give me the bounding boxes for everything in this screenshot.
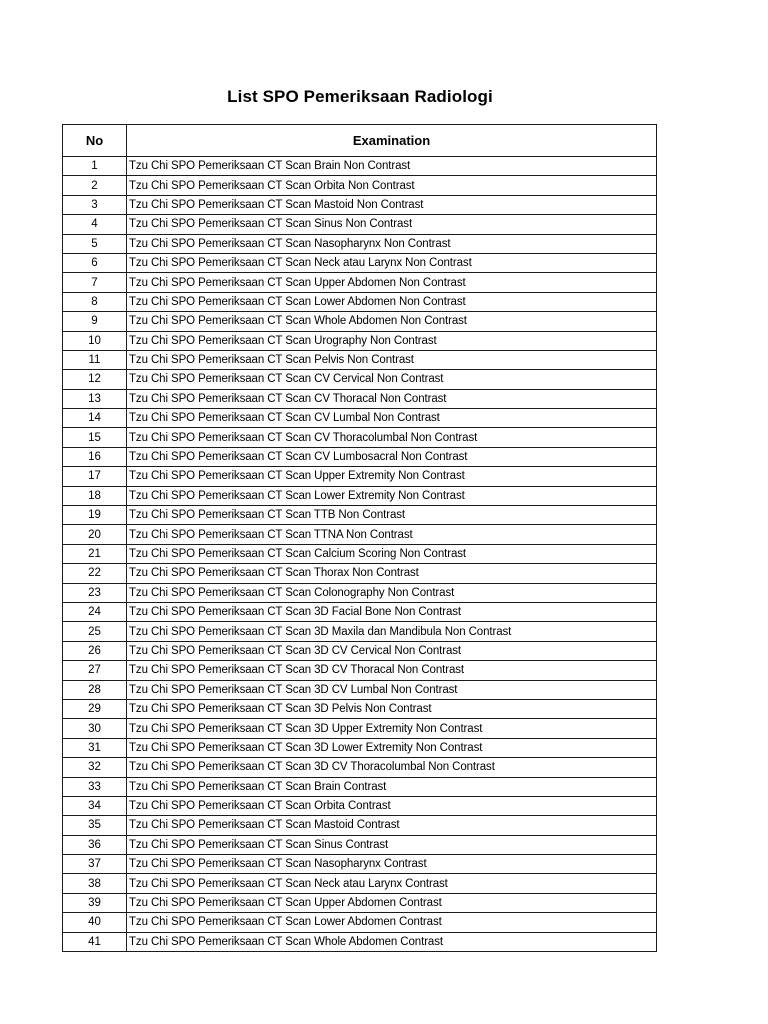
- row-number: 22: [63, 564, 127, 583]
- row-number: 41: [63, 932, 127, 951]
- row-number: 15: [63, 428, 127, 447]
- examination-name: Tzu Chi SPO Pemeriksaan CT Scan Upper Extremity Non Contrast: [127, 467, 657, 486]
- row-number: 1: [63, 157, 127, 176]
- table-row: [63, 680, 657, 699]
- table-row: [63, 253, 657, 272]
- table-row: [63, 331, 657, 350]
- examination-name: Tzu Chi SPO Pemeriksaan CT Scan Neck atau Larynx Non Contrast: [127, 253, 657, 272]
- row-number: 36: [63, 835, 127, 854]
- table-row: [63, 602, 657, 621]
- table-row: [63, 195, 657, 214]
- row-number: 14: [63, 409, 127, 428]
- examination-name: Tzu Chi SPO Pemeriksaan CT Scan TTB Non Contrast: [127, 506, 657, 525]
- column-header-examination: Examination: [127, 125, 657, 157]
- table-row: [63, 215, 657, 234]
- row-number: 32: [63, 758, 127, 777]
- table-header: [63, 125, 657, 157]
- table-row: [63, 350, 657, 369]
- table-row: [63, 564, 657, 583]
- examination-name: Tzu Chi SPO Pemeriksaan CT Scan Whole Abdomen Non Contrast: [127, 312, 657, 331]
- table-row: [63, 641, 657, 660]
- row-number: 16: [63, 447, 127, 466]
- row-number: 23: [63, 583, 127, 602]
- row-number: 28: [63, 680, 127, 699]
- examination-name: Tzu Chi SPO Pemeriksaan CT Scan TTNA Non Contrast: [127, 525, 657, 544]
- examination-name: Tzu Chi SPO Pemeriksaan CT Scan 3D Pelvis Non Contrast: [127, 699, 657, 718]
- examination-name: Tzu Chi SPO Pemeriksaan CT Scan Nasopharynx Non Contrast: [127, 234, 657, 253]
- table-row: [63, 273, 657, 292]
- table-row: [63, 719, 657, 738]
- table-row: [63, 932, 657, 951]
- table-row: [63, 544, 657, 563]
- row-number: 20: [63, 525, 127, 544]
- examination-name: Tzu Chi SPO Pemeriksaan CT Scan Sinus Non Contrast: [127, 215, 657, 234]
- table-row: [63, 699, 657, 718]
- examination-table: [62, 124, 657, 952]
- examination-name: Tzu Chi SPO Pemeriksaan CT Scan 3D CV Cervical Non Contrast: [127, 641, 657, 660]
- table-row: [63, 738, 657, 757]
- row-number: 35: [63, 816, 127, 835]
- row-number: 10: [63, 331, 127, 350]
- table-row: [63, 835, 657, 854]
- examination-name: Tzu Chi SPO Pemeriksaan CT Scan Pelvis Non Contrast: [127, 350, 657, 369]
- page-title: List SPO Pemeriksaan Radiologi: [227, 87, 493, 107]
- examination-name: Tzu Chi SPO Pemeriksaan CT Scan Brain Non Contrast: [127, 157, 657, 176]
- table-row: [63, 506, 657, 525]
- row-number: 29: [63, 699, 127, 718]
- row-number: 8: [63, 292, 127, 311]
- table-row: [63, 176, 657, 195]
- row-number: 30: [63, 719, 127, 738]
- examination-name: Tzu Chi SPO Pemeriksaan CT Scan 3D Facial Bone Non Contrast: [127, 602, 657, 621]
- row-number: 18: [63, 486, 127, 505]
- table-row: [63, 312, 657, 331]
- table-row: [63, 622, 657, 641]
- table-row: [63, 661, 657, 680]
- examination-name: Tzu Chi SPO Pemeriksaan CT Scan Lower Abdomen Non Contrast: [127, 292, 657, 311]
- examination-name: Tzu Chi SPO Pemeriksaan CT Scan CV Cervical Non Contrast: [127, 370, 657, 389]
- row-number: 31: [63, 738, 127, 757]
- row-number: 17: [63, 467, 127, 486]
- table-row: [63, 447, 657, 466]
- row-number: 6: [63, 253, 127, 272]
- row-number: 11: [63, 350, 127, 369]
- table-row: [63, 583, 657, 602]
- table-row: [63, 913, 657, 932]
- row-number: 37: [63, 855, 127, 874]
- examination-name: Tzu Chi SPO Pemeriksaan CT Scan Lower Abdomen Contrast: [127, 913, 657, 932]
- examination-name: Tzu Chi SPO Pemeriksaan CT Scan Mastoid Contrast: [127, 816, 657, 835]
- examination-name: Tzu Chi SPO Pemeriksaan CT Scan Colonography Non Contrast: [127, 583, 657, 602]
- examination-name: Tzu Chi SPO Pemeriksaan CT Scan Sinus Contrast: [127, 835, 657, 854]
- row-number: 12: [63, 370, 127, 389]
- examination-name: Tzu Chi SPO Pemeriksaan CT Scan Nasopharynx Contrast: [127, 855, 657, 874]
- table-row: [63, 777, 657, 796]
- examination-name: Tzu Chi SPO Pemeriksaan CT Scan 3D CV Lumbal Non Contrast: [127, 680, 657, 699]
- examination-name: Tzu Chi SPO Pemeriksaan CT Scan Urography Non Contrast: [127, 331, 657, 350]
- examination-name: Tzu Chi SPO Pemeriksaan CT Scan CV Lumbal Non Contrast: [127, 409, 657, 428]
- examination-name: Tzu Chi SPO Pemeriksaan CT Scan Whole Abdomen Contrast: [127, 932, 657, 951]
- table-row: [63, 428, 657, 447]
- table-row: [63, 874, 657, 893]
- row-number: 7: [63, 273, 127, 292]
- examination-name: Tzu Chi SPO Pemeriksaan CT Scan CV Thoracal Non Contrast: [127, 389, 657, 408]
- row-number: 34: [63, 796, 127, 815]
- row-number: 3: [63, 195, 127, 214]
- row-number: 39: [63, 893, 127, 912]
- table-row: [63, 370, 657, 389]
- examination-name: Tzu Chi SPO Pemeriksaan CT Scan 3D CV Thoracolumbal Non Contrast: [127, 758, 657, 777]
- row-number: 19: [63, 506, 127, 525]
- table-row: [63, 855, 657, 874]
- examination-name: Tzu Chi SPO Pemeriksaan CT Scan 3D Maxila dan Mandibula Non Contrast: [127, 622, 657, 641]
- table-row: [63, 486, 657, 505]
- table-header-row: [63, 125, 657, 157]
- row-number: 33: [63, 777, 127, 796]
- examination-name: Tzu Chi SPO Pemeriksaan CT Scan Mastoid Non Contrast: [127, 195, 657, 214]
- examination-name: Tzu Chi SPO Pemeriksaan CT Scan Thorax Non Contrast: [127, 564, 657, 583]
- examination-name: Tzu Chi SPO Pemeriksaan CT Scan 3D Lower Extremity Non Contrast: [127, 738, 657, 757]
- table-row: [63, 816, 657, 835]
- examination-name: Tzu Chi SPO Pemeriksaan CT Scan 3D CV Thoracal Non Contrast: [127, 661, 657, 680]
- row-number: 24: [63, 602, 127, 621]
- examination-name: Tzu Chi SPO Pemeriksaan CT Scan Upper Abdomen Contrast: [127, 893, 657, 912]
- row-number: 13: [63, 389, 127, 408]
- row-number: 27: [63, 661, 127, 680]
- table-row: [63, 467, 657, 486]
- examination-name: Tzu Chi SPO Pemeriksaan CT Scan 3D Upper Extremity Non Contrast: [127, 719, 657, 738]
- examination-name: Tzu Chi SPO Pemeriksaan CT Scan Orbita Non Contrast: [127, 176, 657, 195]
- examination-name: Tzu Chi SPO Pemeriksaan CT Scan Orbita Contrast: [127, 796, 657, 815]
- table-row: [63, 758, 657, 777]
- table-row: [63, 796, 657, 815]
- table-row: [63, 525, 657, 544]
- table-row: [63, 389, 657, 408]
- table-row: [63, 292, 657, 311]
- row-number: 5: [63, 234, 127, 253]
- table-row: [63, 893, 657, 912]
- table-body: [63, 157, 657, 952]
- table-row: [63, 409, 657, 428]
- column-header-no: No: [63, 125, 127, 157]
- row-number: 26: [63, 641, 127, 660]
- row-number: 38: [63, 874, 127, 893]
- examination-name: Tzu Chi SPO Pemeriksaan CT Scan Brain Contrast: [127, 777, 657, 796]
- examination-name: Tzu Chi SPO Pemeriksaan CT Scan CV Lumbosacral Non Contrast: [127, 447, 657, 466]
- table-row: [63, 234, 657, 253]
- examination-name: Tzu Chi SPO Pemeriksaan CT Scan Lower Extremity Non Contrast: [127, 486, 657, 505]
- examination-name: Tzu Chi SPO Pemeriksaan CT Scan Upper Abdomen Non Contrast: [127, 273, 657, 292]
- examination-name: Tzu Chi SPO Pemeriksaan CT Scan Calcium Scoring Non Contrast: [127, 544, 657, 563]
- row-number: 21: [63, 544, 127, 563]
- row-number: 9: [63, 312, 127, 331]
- row-number: 4: [63, 215, 127, 234]
- row-number: 40: [63, 913, 127, 932]
- examination-name: Tzu Chi SPO Pemeriksaan CT Scan Neck atau Larynx Contrast: [127, 874, 657, 893]
- row-number: 2: [63, 176, 127, 195]
- row-number: 25: [63, 622, 127, 641]
- table-row: [63, 157, 657, 176]
- examination-name: Tzu Chi SPO Pemeriksaan CT Scan CV Thoracolumbal Non Contrast: [127, 428, 657, 447]
